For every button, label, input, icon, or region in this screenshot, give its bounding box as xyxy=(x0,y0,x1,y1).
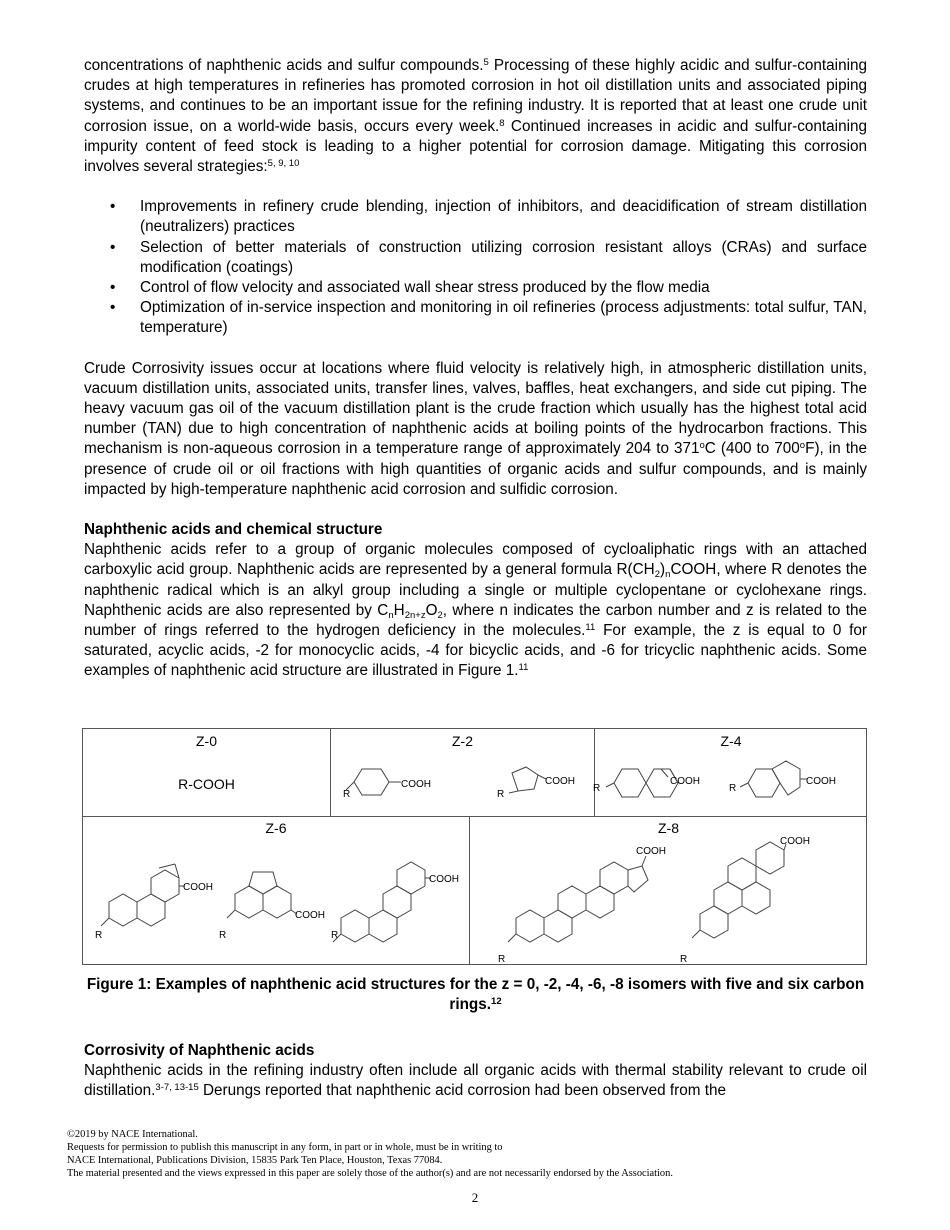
r-label: R xyxy=(497,789,505,800)
r-label: R xyxy=(498,954,506,965)
footer-line: The material presented and the views expressed in this paper are solely those of the author(s) and are not necessarily endorsed by the Association. xyxy=(67,1168,673,1179)
z6-structures xyxy=(83,816,469,964)
structure-paragraph: Naphthenic acids refer to a group of organic molecules composed of cycloaliphatic rings with an attached carboxylic acid group. Naphthenic acids are represented by a general formula $R(CH_2)_nCOOH$, where R denotes the naphthenic radical which is an alkyl group including a single or multiple cyclopentane or cyclohexane rings. Naphthenic acids are also represented by $C_nH_{2n+z}O_2$, where n indicates the carbon number and z is related to the number of rings referred to the hydrogen deficiency in the molecules.$^{11}$ For example, the z is equal to 0 for saturated, acyclic acids, -2 for monocyclic acids, -4 for bicyclic acids, and -6 for tricyclic naphthenic acids. Some examples of naphthenic acid structure are illustrated in Figure 1.11 xyxy=(84,541,867,680)
list-item: • Control of flow velocity and associated wall shear stress produced by the flow media xyxy=(140,278,867,298)
copyright-line: ©2019 by NACE International. xyxy=(67,1129,198,1140)
section-heading: Corrosivity of Naphthenic acids xyxy=(84,1042,315,1059)
r-label: R xyxy=(95,930,103,941)
cell-z6 xyxy=(83,816,469,964)
r-label: R xyxy=(219,930,227,941)
cooh-label: COOH xyxy=(780,836,810,847)
z4-structures xyxy=(595,729,867,815)
figure-caption: Figure 1: Examples of naphthenic acid structures for the z = 0, -2, -4, -6, -8 isomers with five and six carbon rings.$^{12}$ xyxy=(86,976,865,1014)
decalin-ring-a xyxy=(614,769,646,797)
z8-structures xyxy=(470,816,867,964)
r-label: R xyxy=(343,789,351,800)
body-text xyxy=(84,56,867,682)
intro-paragraph: concentrations of naphthenic acids and sulfur compounds.$^5$ Processing of these highly acidic and sulfur-containing crudes at high temperatures in refineries has promoted corrosion in hot oil distillation units and associated piping systems, and continues to be an important issue for the refining industry. It is reported that at least one crude unit corrosion issue, on a world-wide basis, occurs every week.$^8$ Continued increases in acidic and sulfur-containing impurity content of feed stock is leading to a higher potential for corrosion damage. Mitigating this corrosion involves several strategies:$^{5, 9, 10}$ xyxy=(84,57,867,176)
cooh-label: COOH xyxy=(545,776,575,787)
cooh-label: COOH xyxy=(670,776,700,787)
cooh-label: COOH xyxy=(429,874,459,885)
footer-line: NACE International, Publications Division, 15835 Park Ten Place, Houston, Texas 77084. xyxy=(67,1155,443,1166)
cooh-label: COOH xyxy=(806,776,836,787)
figure-structures xyxy=(82,728,867,965)
corrosivity-acids-paragraph: Naphthenic acids in the refining industry often include all organic acids with thermal stability relevant to crude oil distillation.$^{3-7, 13-15}$ Derungs reported that naphthenic acid corrosion had been observed from the xyxy=(84,1062,867,1100)
r-label: R xyxy=(729,783,737,794)
list-item: • Improvements in refinery crude blending, injection of inhibitors, and deacidification of stream distillation (neutralizers) practices xyxy=(140,197,867,237)
corrosivity-section xyxy=(84,1041,867,1102)
list-item: • Optimization of in-service inspection and monitoring in oil refineries (process adjustments: total sulfur, TAN, temperature) xyxy=(140,298,867,338)
cell-z0 xyxy=(83,729,330,816)
list-item: • Selection of better materials of construction utilizing corrosion resistant alloys (CRAs) and surface modification (coatings) xyxy=(140,238,867,278)
cyclohexane-ring xyxy=(354,769,389,795)
label-z0: Z-0 xyxy=(196,733,217,749)
cooh-label: COOH xyxy=(295,910,325,921)
strategy-list xyxy=(84,197,867,338)
footer-line: Requests for permission to publish this manuscript in any form, in part or in whole, must be in writing to xyxy=(67,1142,503,1153)
r-label: R xyxy=(680,954,688,965)
cooh-label: COOH xyxy=(636,846,666,857)
bicyclic-ring-a xyxy=(748,769,780,797)
footer xyxy=(67,1128,887,1180)
r-label: R xyxy=(593,783,601,794)
label-z8: Z-8 xyxy=(658,820,679,836)
section-heading: Naphthenic acids and chemical structure xyxy=(84,521,383,539)
corrosivity-paragraph: Crude Corrosivity issues occur at locations where fluid velocity is relatively high, in atmospheric distillation units, vacuum distillation units, associated units, transfer lines, valves, baffles, heat exchangers, and side cut piping. The heavy vacuum gas oil of the vacuum distillation plant is the crude fraction which usually has the highest total acid number (TAN) due to high concentration of naphthenic acids at boiling points of the hydrocarbon fractions. This mechanism is non-aqueous corrosion in a temperature range of approximately 204 to 371$^o$C (400 to 700$^o$F), in the presence of crude oil or oil fractions with high quantities of organic acids and sulfur compounds, and is mainly impacted by high-temperature naphthenic acid corrosion and sulfidic corrosion. xyxy=(84,359,867,498)
r-label: R xyxy=(331,930,339,941)
cyclopentane-ring xyxy=(512,767,538,791)
cell-z2 xyxy=(331,729,594,816)
cooh-label: COOH xyxy=(401,779,431,790)
label-z6: Z-6 xyxy=(265,820,287,836)
cell-z4 xyxy=(595,729,867,816)
z2-structures xyxy=(331,729,594,815)
label-z4: Z-4 xyxy=(720,733,742,749)
figure-row-top xyxy=(83,729,866,817)
figure-row-bottom xyxy=(83,816,866,964)
cooh-label: COOH xyxy=(183,882,213,893)
cell-z8 xyxy=(470,816,867,964)
formula-rcooh: R-COOH xyxy=(178,776,235,792)
page-number: 2 xyxy=(471,1190,479,1205)
label-z2: Z-2 xyxy=(452,733,473,749)
